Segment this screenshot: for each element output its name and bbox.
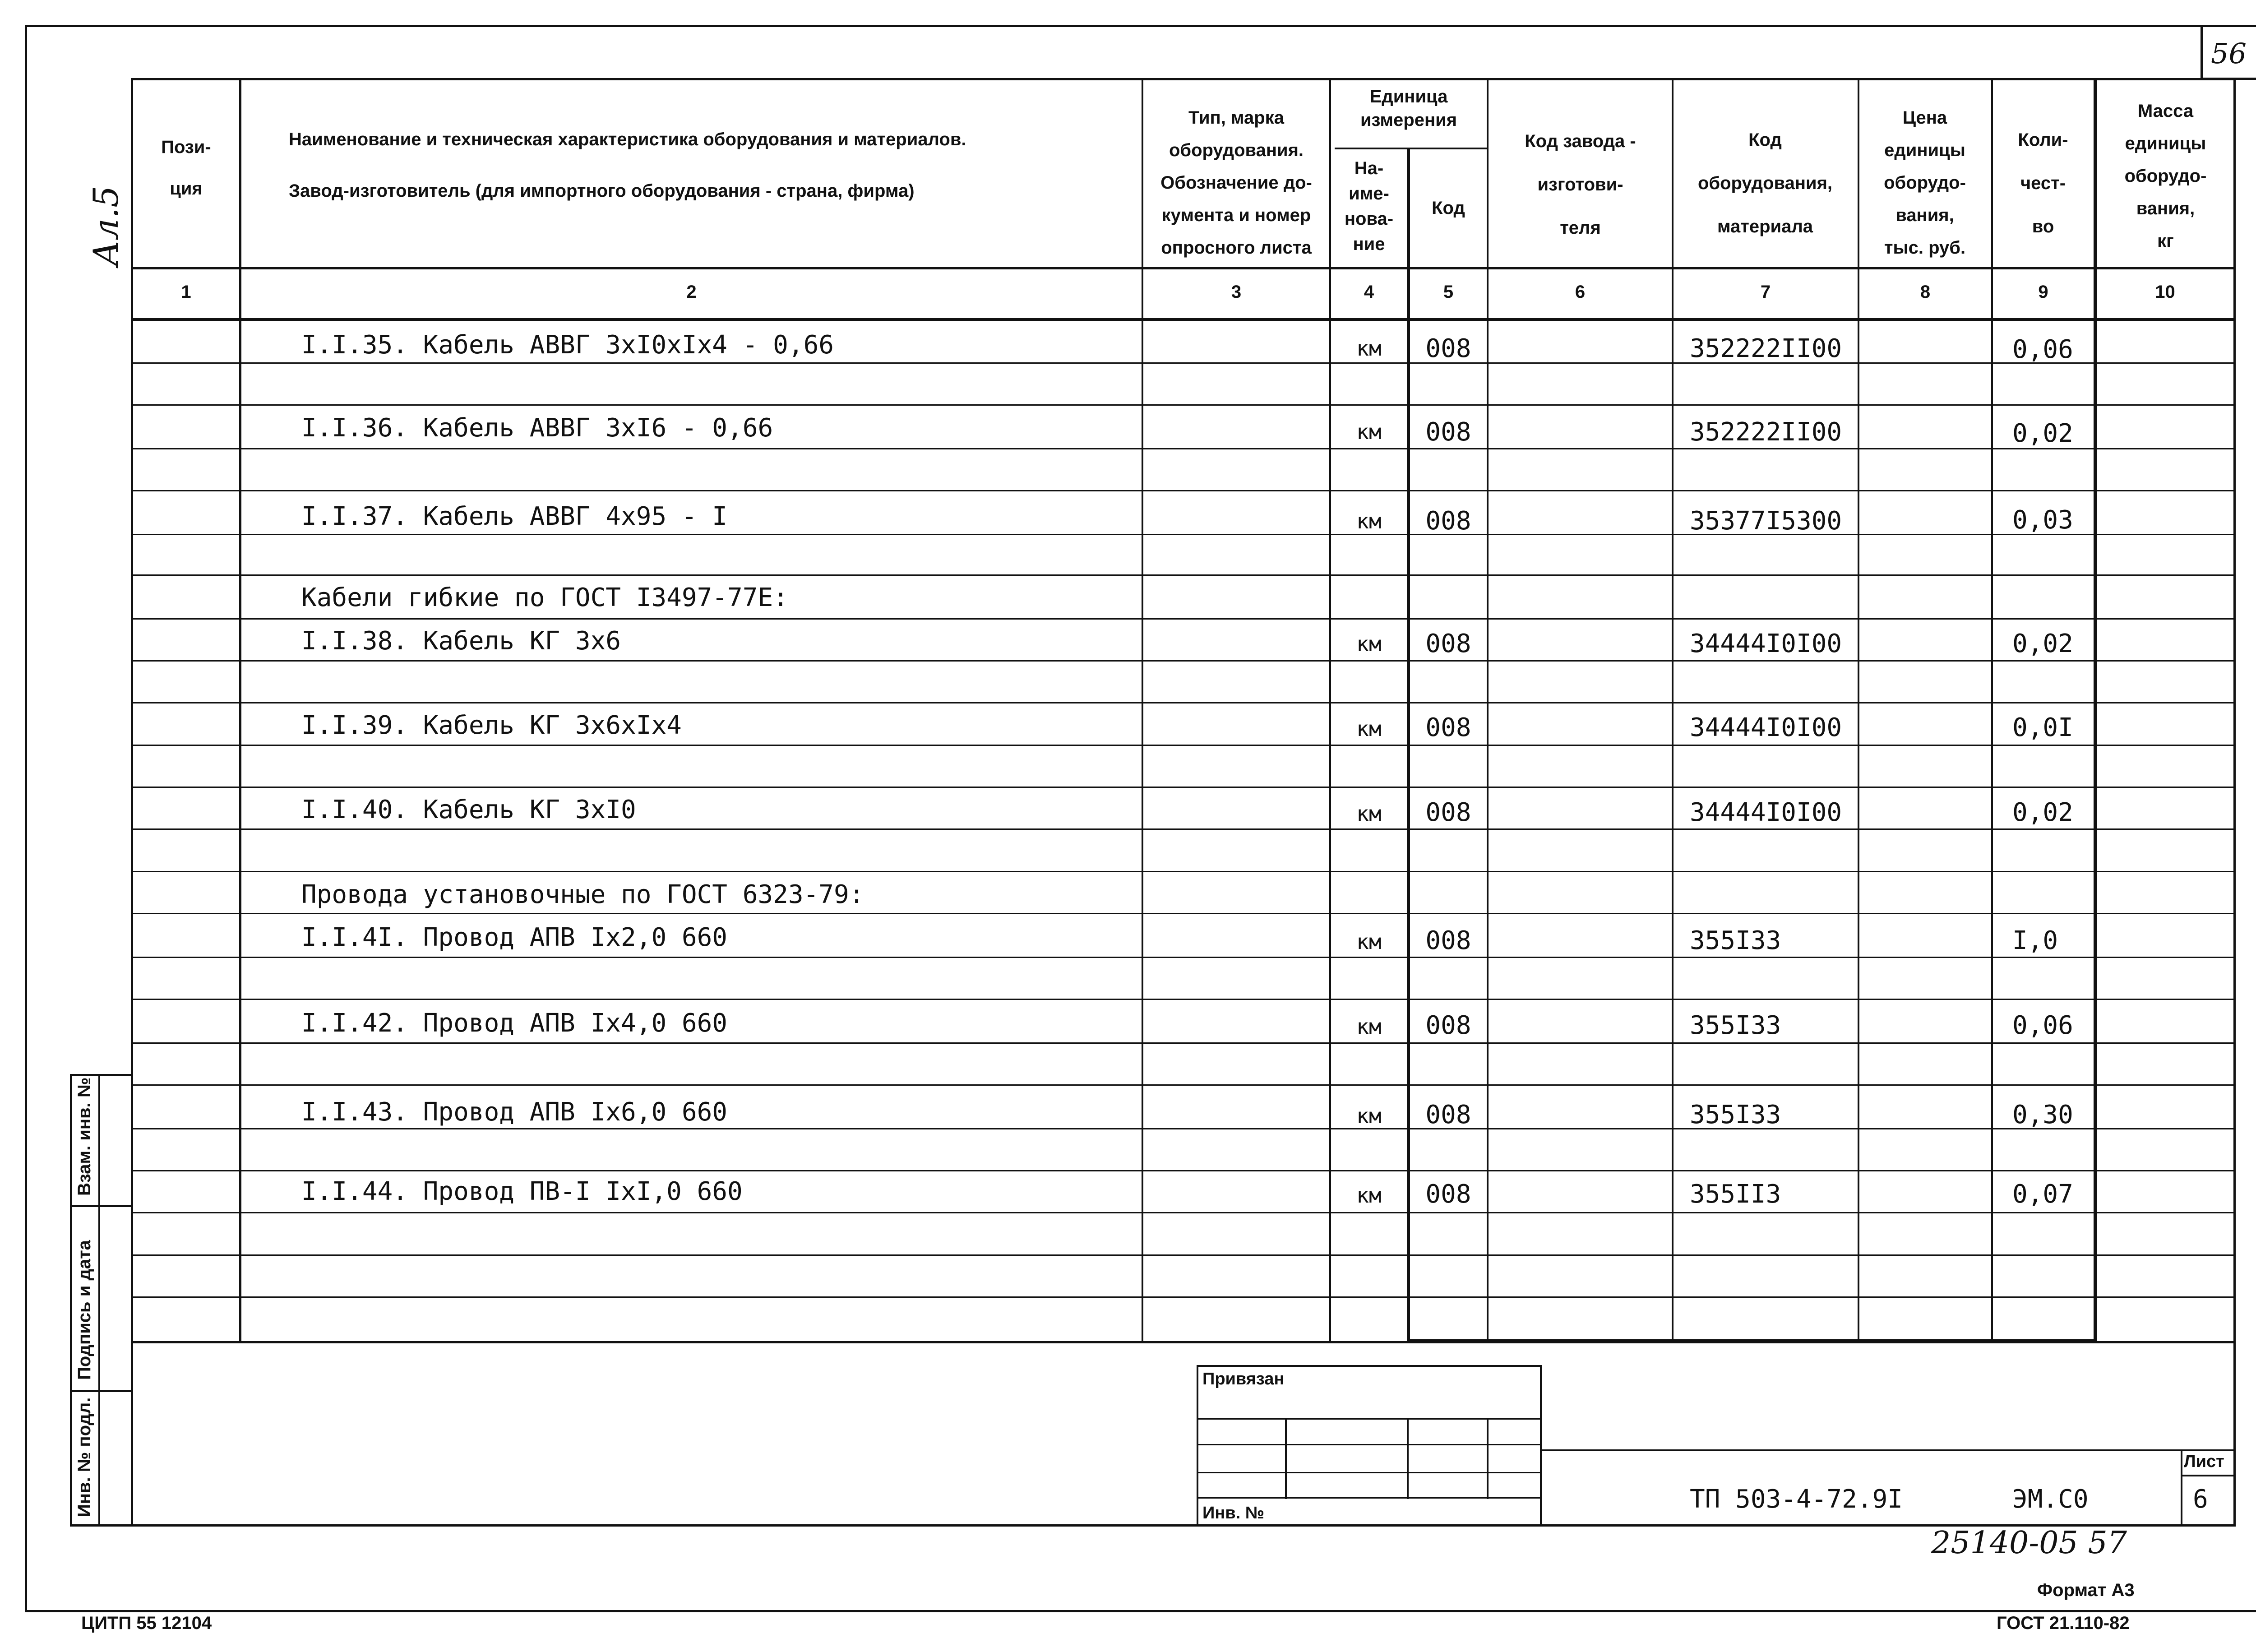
section-heading: Кабели гибкие по ГОСТ I3497-77Е:: [301, 583, 788, 612]
colnum-5: 5: [1443, 282, 1454, 302]
item-material-code: 352222II00: [1690, 334, 1842, 363]
item-name: I.I.4I. Провод АПВ Ix2,0 660: [301, 923, 728, 952]
item-material-code: 35377I5300: [1690, 506, 1842, 536]
item-material-code: 352222II00: [1690, 417, 1842, 447]
format-label: Формат А3: [2037, 1580, 2135, 1600]
privyazan-label: Привязан: [1202, 1370, 1285, 1388]
colnum-9: 9: [2038, 282, 2048, 302]
item-quantity: 0,02: [2012, 798, 2073, 827]
header-col1: Пози- ция: [161, 137, 211, 199]
item-material-code: 355I33: [1690, 1100, 1781, 1129]
corner-sheet-number: 56: [2211, 37, 2247, 70]
item-unit-code: 008: [1425, 798, 1471, 827]
sheet-label: Лист: [2184, 1452, 2224, 1471]
header-col9: Коли- чест- во: [2018, 130, 2068, 236]
item-quantity: 0,03: [2012, 505, 2073, 535]
margin-note: Ал.5: [86, 185, 126, 266]
item-quantity: I,0: [2012, 926, 2058, 955]
colnum-6: 6: [1575, 282, 1586, 302]
item-unit-code: 008: [1425, 926, 1471, 955]
header-col8: Цена единицы оборудо- вания, тыс. руб.: [1884, 108, 1966, 258]
item-quantity: 0,30: [2012, 1100, 2073, 1129]
document-mark: ЭМ.С0: [2012, 1485, 2089, 1514]
section-heading: Провода установочные по ГОСТ 6323-79:: [301, 880, 864, 909]
item-material-code: 355I33: [1690, 1011, 1781, 1040]
colnum-1: 1: [181, 282, 191, 302]
item-quantity: 0,06: [2012, 335, 2073, 364]
header-col4: На- име- нова- ние: [1344, 158, 1394, 254]
item-unit: км: [1356, 632, 1382, 656]
item-unit: км: [1356, 1014, 1382, 1039]
header-col7: Код оборудования, материала: [1697, 130, 1833, 236]
colnum-7: 7: [1760, 282, 1771, 302]
item-unit-code: 008: [1425, 334, 1471, 363]
item-quantity: 0,02: [2012, 419, 2073, 448]
item-material-code: 355I33: [1690, 926, 1781, 955]
sheet-number: 6: [2193, 1485, 2208, 1514]
item-unit: км: [1356, 1183, 1382, 1208]
item-unit: км: [1356, 1104, 1382, 1128]
header-col5: Код: [1432, 198, 1465, 218]
item-material-code: 355II3: [1690, 1180, 1781, 1209]
item-name: I.I.35. Кабель АВВГ 3xI0xIx4 - 0,66: [301, 330, 834, 360]
item-unit: км: [1356, 509, 1382, 533]
item-unit-code: 008: [1425, 1100, 1471, 1129]
item-unit-code: 008: [1425, 506, 1471, 536]
stamp-signature-date: Подпись и дата: [74, 1240, 94, 1380]
header-unit-group: Единица измерения: [1360, 87, 1457, 130]
item-name: I.I.43. Провод АПВ Ix6,0 660: [301, 1097, 728, 1127]
header-col10: Масса единицы оборудо- вания, кг: [2124, 101, 2207, 251]
item-name: I.I.44. Провод ПВ-I IxI,0 660: [301, 1177, 743, 1206]
item-material-code: 34444I0I00: [1690, 629, 1842, 658]
colnum-4: 4: [1364, 282, 1374, 302]
gost-reference: ГОСТ 21.110-82: [1997, 1613, 2130, 1633]
item-material-code: 34444I0I00: [1690, 713, 1842, 742]
corner-sheet-box: [2201, 27, 2256, 80]
item-unit-code: 008: [1425, 417, 1471, 447]
stamp-original-inv: Инв. № подл.: [74, 1397, 94, 1517]
publisher-code: ЦИТП 55 12104: [81, 1613, 212, 1633]
item-name: I.I.42. Провод АПВ Ix4,0 660: [301, 1009, 728, 1038]
header-col2: Наименование и техническая характеристика оборудования и материалов. Завод-изготовитель (для импортного оборудования - страна, фирма): [289, 130, 966, 201]
item-unit: км: [1356, 801, 1382, 826]
item-unit: км: [1356, 336, 1382, 361]
item-name: I.I.40. Кабель КГ 3xI0: [301, 795, 636, 824]
item-unit: км: [1356, 717, 1382, 741]
item-quantity: 0,07: [2012, 1180, 2073, 1209]
inv-number-label: Инв. №: [1202, 1504, 1265, 1522]
item-unit-code: 008: [1425, 713, 1471, 742]
colnum-2: 2: [686, 282, 697, 302]
item-name: I.I.37. Кабель АВВГ 4x95 - I: [301, 502, 728, 531]
item-quantity: 0,0I: [2012, 713, 2073, 742]
colnum-10: 10: [2155, 282, 2175, 302]
item-quantity: 0,06: [2012, 1011, 2073, 1040]
item-name: I.I.39. Кабель КГ 3x6xIx4: [301, 711, 682, 740]
item-unit-code: 008: [1425, 629, 1471, 658]
item-quantity: 0,02: [2012, 629, 2073, 658]
colnum-8: 8: [1920, 282, 1931, 302]
item-unit: км: [1356, 930, 1382, 954]
item-material-code: 34444I0I00: [1690, 798, 1842, 827]
header-col3: Тип, марка оборудования. Обозначение до- кумента и номер опросного листа: [1160, 108, 1312, 258]
header-col6: Код завода - изготови- теля: [1525, 131, 1636, 238]
colnum-3: 3: [1231, 282, 1242, 302]
handwritten-archive-number: 25140-05 57: [1931, 1525, 2127, 1561]
stamp-replaced-inv: Взам. инв. №: [74, 1077, 94, 1196]
document-code: ТП 503-4-72.9I: [1690, 1485, 1903, 1514]
item-name: I.I.38. Кабель КГ 3x6: [301, 626, 621, 656]
item-unit: км: [1356, 420, 1382, 444]
item-name: I.I.36. Кабель АВВГ 3xI6 - 0,66: [301, 413, 773, 443]
item-unit-code: 008: [1425, 1180, 1471, 1209]
item-unit-code: 008: [1425, 1011, 1471, 1040]
